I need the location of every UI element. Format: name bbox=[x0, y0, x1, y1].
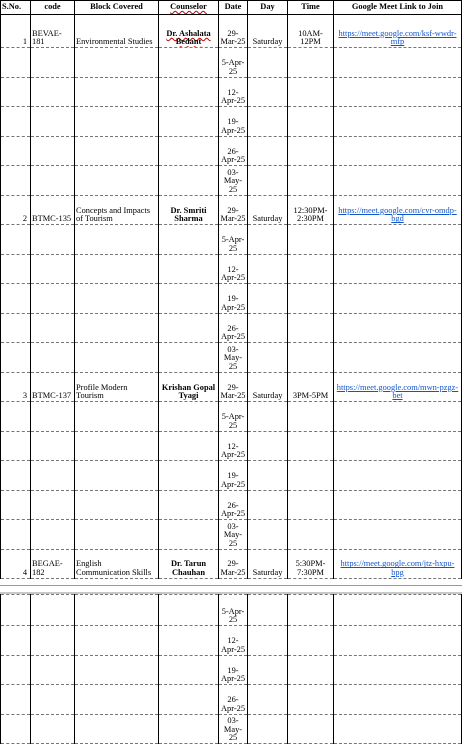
day-cell: Saturday bbox=[248, 372, 288, 402]
table-row bbox=[1, 372, 462, 402]
date-cell: 26-Apr-25 bbox=[219, 313, 248, 343]
table-row bbox=[1, 549, 462, 578]
block-cell: Profile Modern Tourism bbox=[75, 372, 159, 402]
meet-link[interactable]: https://meet.google.com/cvr-omdp-bgd bbox=[338, 205, 457, 224]
date-cell: 5-Apr-25 bbox=[219, 595, 248, 626]
date-cell: 03-May-25 bbox=[219, 714, 248, 744]
header-counselor bbox=[159, 1, 219, 15]
table-row bbox=[1, 343, 462, 373]
table-row bbox=[1, 402, 462, 432]
date-cell: 5-Apr-25 bbox=[219, 402, 248, 432]
table-row bbox=[1, 655, 462, 685]
table-row bbox=[1, 714, 462, 744]
date-cell: 29-Mar-25 bbox=[219, 549, 248, 578]
date-cell: 12-Apr-25 bbox=[219, 626, 248, 656]
table-row bbox=[1, 431, 462, 461]
code-cell: BTMC-137 bbox=[31, 372, 75, 402]
table-body bbox=[1, 15, 462, 579]
time-cell: 12:30PM-2:30PM bbox=[288, 195, 334, 225]
schedule-table-continued bbox=[0, 594, 462, 744]
table-row bbox=[1, 166, 462, 196]
time-cell: 10AM-12PM bbox=[288, 15, 334, 48]
schedule-page-2 bbox=[0, 594, 462, 744]
header-date: Date bbox=[219, 1, 248, 15]
table-row bbox=[1, 107, 462, 137]
date-cell: 29-Mar-25 bbox=[219, 195, 248, 225]
date-cell: 5-Apr-25 bbox=[219, 225, 248, 255]
date-cell: 19-Apr-25 bbox=[219, 107, 248, 137]
meet-link[interactable]: https://meet.google.com/ksf-wwdr-mfp bbox=[338, 28, 457, 47]
table-row bbox=[1, 626, 462, 656]
block-cell: English Communication Skills bbox=[75, 549, 159, 578]
sno-cell: 4 bbox=[1, 549, 31, 578]
table-row bbox=[1, 520, 462, 550]
link-cell bbox=[334, 15, 462, 48]
table-row bbox=[1, 490, 462, 520]
day-cell: Saturday bbox=[248, 195, 288, 225]
link-cell bbox=[334, 549, 462, 578]
code-cell: BTMC-135 bbox=[31, 195, 75, 225]
header-time: Time bbox=[288, 1, 334, 15]
date-cell: 12-Apr-25 bbox=[219, 431, 248, 461]
day-cell: Saturday bbox=[248, 549, 288, 578]
code-cell: BEGAE-182 bbox=[31, 549, 75, 578]
date-cell: 26-Apr-25 bbox=[219, 685, 248, 715]
link-cell bbox=[334, 195, 462, 225]
sno-cell: 2 bbox=[1, 195, 31, 225]
time-cell: 5:30PM-7:30PM bbox=[288, 549, 334, 578]
table-row bbox=[1, 685, 462, 715]
counselor-name: Dr. Ashalata Bedant bbox=[166, 28, 211, 47]
table-row bbox=[1, 15, 462, 48]
table-row bbox=[1, 254, 462, 284]
date-cell: 26-Apr-25 bbox=[219, 136, 248, 166]
table-row bbox=[1, 284, 462, 314]
header-day: Day bbox=[248, 1, 288, 15]
date-cell: 03-May-25 bbox=[219, 520, 248, 550]
counselor-cell: Dr. Smriti Sharma bbox=[159, 195, 219, 225]
counselor-cell: Dr. Tarun Chauhan bbox=[159, 549, 219, 578]
sno-cell: 3 bbox=[1, 372, 31, 402]
date-cell: 29-Mar-25 bbox=[219, 15, 248, 48]
date-cell: 12-Apr-25 bbox=[219, 77, 248, 107]
link-cell bbox=[334, 372, 462, 402]
counselor-cell: Krishan Gopal Tyagi bbox=[159, 372, 219, 402]
table-row bbox=[1, 225, 462, 255]
table-row bbox=[1, 461, 462, 491]
block-cell: Concepts and Impacts of Tourism bbox=[75, 195, 159, 225]
date-cell: 29-Mar-25 bbox=[219, 372, 248, 402]
header-block: Block Covered bbox=[75, 1, 159, 15]
counselor-cell bbox=[159, 15, 219, 48]
table-row bbox=[1, 136, 462, 166]
date-cell: 19-Apr-25 bbox=[219, 461, 248, 491]
header-code: code bbox=[31, 1, 75, 15]
table-row bbox=[1, 77, 462, 107]
table-row bbox=[1, 313, 462, 343]
block-cell: Environmental Studies bbox=[75, 15, 159, 48]
day-cell: Saturday bbox=[248, 15, 288, 48]
header-row bbox=[1, 1, 462, 15]
date-cell: 5-Apr-25 bbox=[219, 48, 248, 78]
meet-link[interactable]: https://meet.google.com/mwn-pzgz-bet bbox=[336, 382, 459, 401]
table-row bbox=[1, 48, 462, 78]
table-row bbox=[1, 595, 462, 626]
time-cell: 3PM-5PM bbox=[288, 372, 334, 402]
date-cell: 19-Apr-25 bbox=[219, 655, 248, 685]
meet-link[interactable]: https://meet.google.com/jtz-hxpu-bpg bbox=[340, 559, 455, 577]
date-cell: 03-May-25 bbox=[219, 343, 248, 373]
sno-cell: 1 bbox=[1, 15, 31, 48]
header-sno: S.No. bbox=[1, 1, 31, 15]
table-row bbox=[1, 195, 462, 225]
date-cell: 19-Apr-25 bbox=[219, 284, 248, 314]
date-cell: 12-Apr-25 bbox=[219, 254, 248, 284]
header-counselor-text: Counselor bbox=[170, 2, 207, 12]
code-cell: BEVAE-181 bbox=[31, 15, 75, 48]
header-link: Google Meet Link to Join bbox=[334, 1, 462, 15]
date-cell: 26-Apr-25 bbox=[219, 490, 248, 520]
date-cell: 03-May-25 bbox=[219, 166, 248, 196]
